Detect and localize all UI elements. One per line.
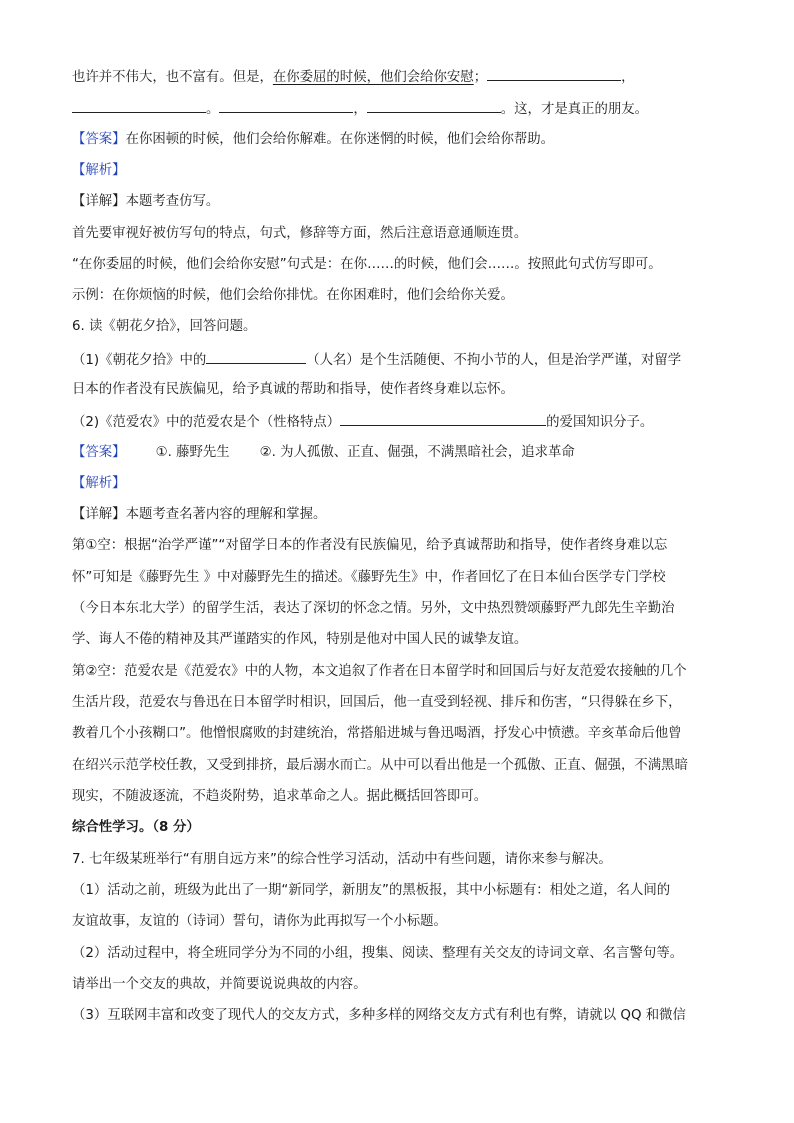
text-line: 在绍兴示范学校任教，又受到排挤，最后溺水而亡。从中可以看出他是一个孤傲、正直、倔强，不满黑暗 [72, 758, 688, 773]
answer-tag: 【答案】 [72, 132, 126, 147]
answer-blank[interactable] [340, 411, 546, 426]
answer-blank[interactable] [219, 98, 353, 113]
section-heading: 综合性学习。（8 分） [72, 820, 200, 835]
answer-blank[interactable] [367, 98, 501, 113]
answer-blank[interactable] [206, 349, 306, 364]
analysis-tag: 【解析】 [72, 476, 126, 491]
detail-line: 【详解】本题考查仿写。 [72, 194, 220, 209]
analysis-tag: 【解析】 [72, 163, 126, 178]
text-line: 第②空：范爱农是《范爱农》中的人物，本文追叙了作者在日本留学时和回国后与好友范爱农接触的几个 [72, 664, 687, 679]
text-line: 学、诲人不倦的精神及其严谨踏实的作风，特别是他对中国人民的诚挚友谊。 [72, 632, 528, 647]
text-line: （3）互联网丰富和改变了现代人的交友方式，多种多样的网络交友方式有利也有弊，请就以 QQ 和微信 [72, 1008, 686, 1023]
answer-tag: 【答案】 [72, 445, 126, 460]
answer-blank[interactable] [72, 98, 206, 113]
text-line: 也许并不伟大，也不富有。但是，在你委屈的时候，他们会给你安慰； ， [72, 66, 732, 88]
text-line: 。 ， 。这，才是真正的朋友。 [72, 98, 732, 120]
underlined-example: 在你委屈的时候，他们会给你安慰 [272, 70, 474, 85]
text-line: 首先要审视好被仿写句的特点，句式，修辞等方面，然后注意语意通顺连贯。 [72, 226, 528, 241]
text-line: （1)《朝花夕拾》中的 （人名）是个生活随便、不拘小节的人，但是治学严谨，对留学 [72, 349, 732, 371]
text-line: 第①空：根据“治学严谨”“对留学日本的作者没有民族偏见，给予真诚帮助和指导，使作者终身难以忘 [72, 538, 668, 553]
answer-line: 【答案】在你困顿的时候，他们会给你解难。在你迷惘的时候，他们会给你帮助。 [72, 132, 555, 147]
text-line: （今日本东北大学）的留学生活，表达了深切的怀念之情。另外，文中热烈赞颂藤野严九郎先生辛勤治 [72, 601, 675, 616]
text-line: 生活片段，范爱农与鲁迅在日本留学时相识，回国后，他一直受到轻视、排斥和伤害，“只得躲在乡下， [72, 695, 682, 710]
answer-line: 【答案】 ①. 藤野先生 ②. 为人孤傲、正直、倔强，不满黑暗社会，追求革命 [72, 445, 575, 460]
text-line: 友谊故事，友谊的（诗词）誓句，请你为此再拟写一个小标题。 [72, 914, 447, 929]
detail-line: 【详解】本题考查名著内容的理解和掌握。 [72, 507, 327, 522]
text-line: （2)《范爱农》中的范爱农是个（性格特点） 的爱国知识分子。 [72, 411, 732, 433]
text-line: 怀”可知是《藤野先生 》中对藤野先生的描述。《藤野先生》中，作者回忆了在日本仙台医学专门学校 [72, 570, 666, 585]
question-7: 7. 七年级某班举行“有朋自远方来”的综合性学习活动，活动中有些问题，请你来参与解决。 [72, 852, 612, 867]
text-line: 教着几个小孩糊口”。他憎恨腐败的封建统治，常搭船进城与鲁迅喝酒，抒发心中愤懑。辛亥革命后他曾 [72, 726, 682, 741]
answer-blank[interactable] [487, 66, 621, 81]
question-6: 6. 读《朝花夕拾》，回答问题。 [72, 319, 257, 334]
text-line: 日本的作者没有民族偏见，给予真诚的帮助和指导，使作者终身难以忘怀。 [72, 382, 514, 397]
text-line: 示例：在你烦恼的时候，他们会给你排忧。在你困难时，他们会给你关爱。 [72, 288, 514, 303]
text-line: （2）活动过程中，将全班同学分为不同的小组，搜集、阅读、整理有关交友的诗词文章、名言警句等。 [72, 946, 684, 961]
text-line: “在你委屈的时候，他们会给你安慰”句式是：在你……的时候，他们会……。按照此句式仿写即可。 [72, 257, 662, 272]
text-line: 请举出一个交友的典故，并简要说说典故的内容。 [72, 977, 367, 992]
text-line: （1）活动之前，班级为此出了一期“新同学，新朋友”的黑板报，其中小标题有：相处之道，名人间的 [72, 883, 671, 898]
text-line: 现实，不随波逐流，不趋炎附势，追求革命之人。据此概括回答即可。 [72, 789, 488, 804]
